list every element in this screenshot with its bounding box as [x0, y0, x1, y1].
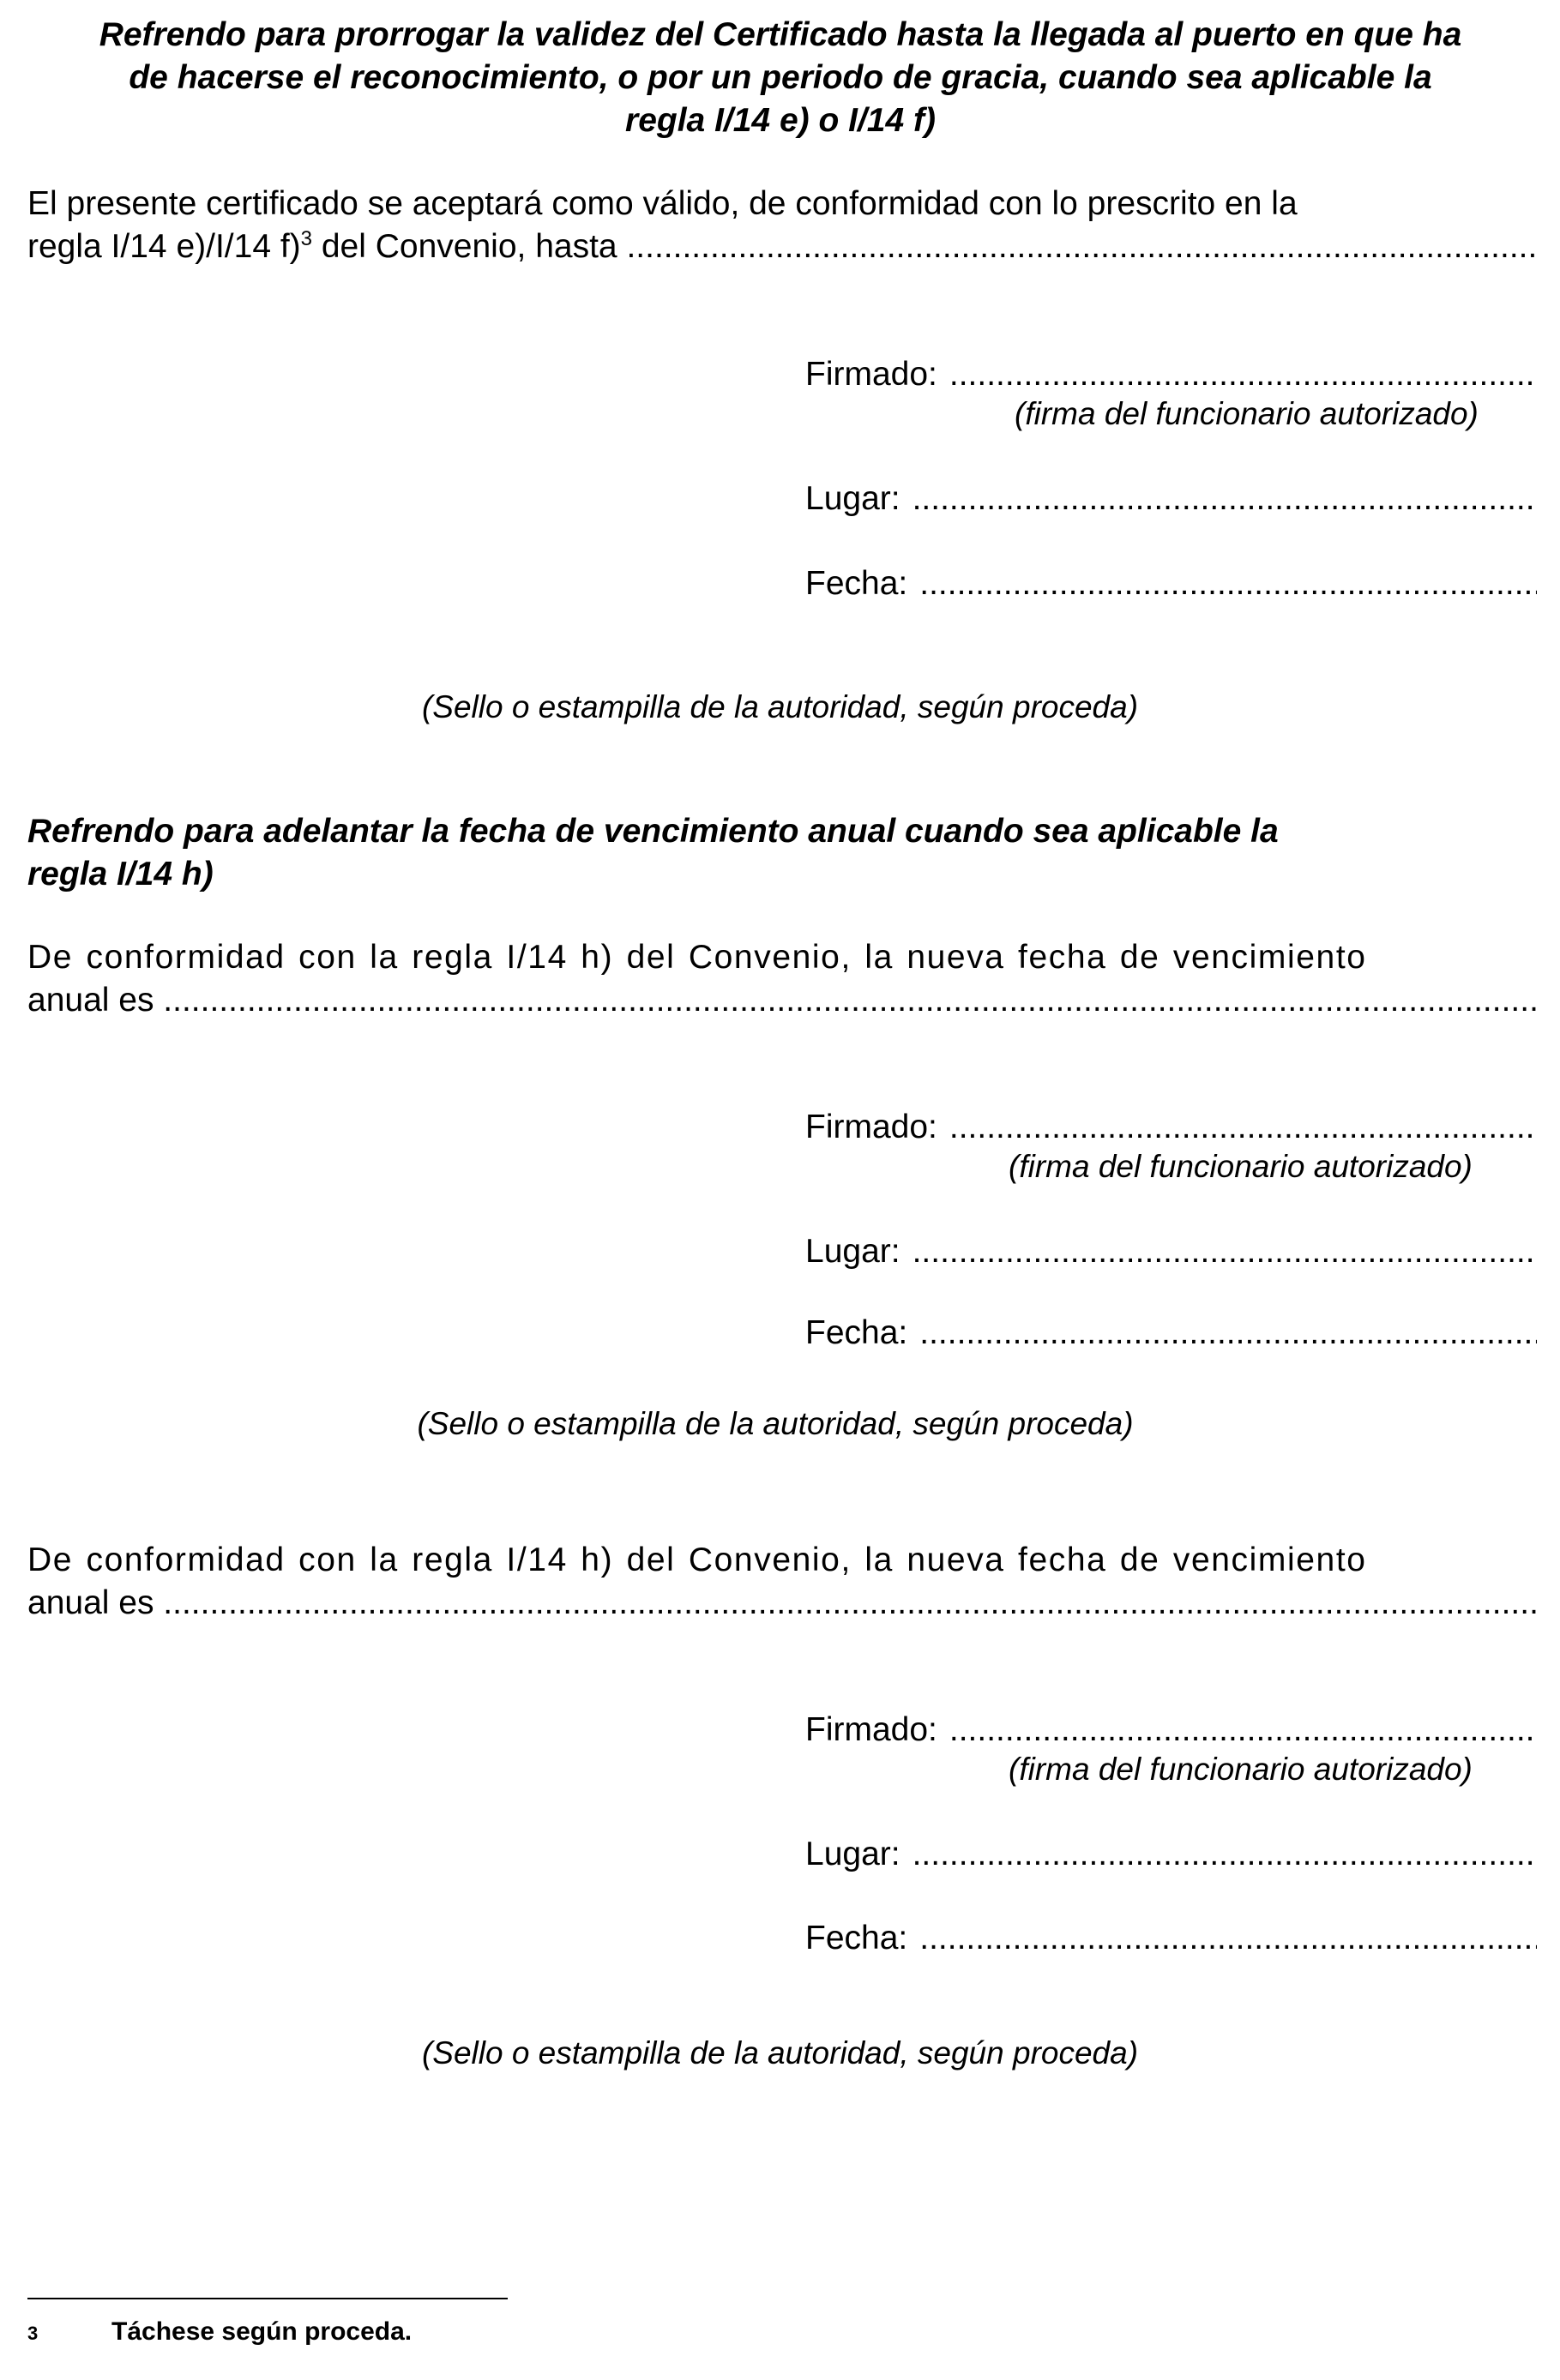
footnote — [27, 2315, 412, 2351]
signed-note: (firma del funcionario autorizado) — [1009, 1752, 1473, 1787]
date-field[interactable] — [805, 1919, 1537, 1958]
stamp-note: (Sello o estampilla de la autoridad, según proceda) — [421, 689, 1139, 724]
fill-dots — [949, 355, 1537, 394]
fill-dots — [919, 1919, 1537, 1958]
fill-dots — [949, 1710, 1537, 1750]
new-expiry-date-field[interactable] — [27, 979, 1537, 1022]
section1-place-block — [805, 479, 1537, 519]
section2-heading — [27, 810, 1537, 896]
fill-dots — [919, 1313, 1537, 1353]
signed-note: (firma del funcionario autorizado) — [1015, 396, 1479, 431]
fill-dots — [626, 225, 1537, 268]
new-expiry-date-field[interactable] — [27, 1582, 1537, 1625]
section1-heading-line: Refrendo para prorrogar la validez del Certificado hasta la llegada al puerto en que ha — [99, 16, 1462, 53]
section1-heading-line: regla I/14 e) o I/14 f) — [625, 102, 936, 139]
signed-label: Firmado: — [805, 356, 937, 393]
section2-body-line: anual es — [27, 982, 154, 1019]
section3-body-line: De conformidad con la regla I/14 h) del Convenio, la nueva fecha de vencimiento — [27, 1542, 1367, 1578]
signed-note: (firma del funcionario autorizado) — [1009, 1149, 1473, 1184]
signed-label: Firmado: — [805, 1109, 937, 1145]
section1-signature-block — [805, 355, 1537, 394]
section3-place-block — [805, 1835, 1537, 1874]
date-field[interactable] — [805, 564, 1537, 604]
fill-dots — [949, 1108, 1537, 1147]
signed-label: Firmado: — [805, 1711, 937, 1748]
section3-body-line: anual es — [27, 1584, 154, 1621]
section1-rule-ref: regla I/14 e)/I/14 f)$^3$ del Convenio, hasta — [27, 227, 617, 265]
signed-field[interactable] — [805, 355, 1537, 394]
section2-body-line: De conformidad con la regla I/14 h) del Convenio, la nueva fecha de vencimiento — [27, 939, 1367, 976]
section3-body — [27, 1539, 1537, 1625]
place-field[interactable] — [805, 1232, 1537, 1271]
section2-place-block — [805, 1232, 1537, 1271]
fill-dots — [163, 979, 1537, 1022]
fill-dots — [913, 479, 1537, 519]
place-label: Lugar: — [805, 480, 900, 517]
date-label: Fecha: — [805, 1920, 908, 1956]
section1-body — [27, 183, 1537, 268]
section2-body — [27, 936, 1537, 1022]
section3-signature-block — [805, 1710, 1537, 1750]
validity-date-field[interactable] — [27, 225, 1537, 268]
section2-date-block — [805, 1313, 1537, 1353]
footnote-rule — [27, 2298, 508, 2299]
fill-dots — [163, 1582, 1537, 1625]
footnote-number: 3 — [27, 2323, 39, 2344]
stamp-note: (Sello o estampilla de la autoridad, según proceda) — [417, 1406, 1134, 1441]
section1-body-line: El presente certificado se aceptará como válido, de conformidad con lo prescrito en la — [27, 185, 1298, 222]
fill-dots — [919, 564, 1537, 604]
signed-field[interactable] — [805, 1108, 1537, 1147]
section2-heading-line: Refrendo para adelantar la fecha de vencimiento anual cuando sea aplicable la — [27, 813, 1279, 850]
section2-signature-block — [805, 1108, 1537, 1147]
signed-field[interactable] — [805, 1710, 1537, 1750]
stamp-note: (Sello o estampilla de la autoridad, según proceda) — [421, 2035, 1139, 2070]
place-field[interactable] — [805, 479, 1537, 519]
place-label: Lugar: — [805, 1233, 900, 1270]
section1-heading — [26, 14, 1535, 142]
place-label: Lugar: — [805, 1836, 900, 1872]
date-field[interactable] — [805, 1313, 1537, 1353]
footnote-ref: 3 — [300, 227, 313, 250]
fill-dots — [913, 1232, 1537, 1271]
footnote-text: Táchese según proceda. — [111, 2317, 413, 2346]
fill-dots — [913, 1835, 1537, 1874]
section1-heading-line: de hacerse el reconocimiento, o por un periodo de gracia, cuando sea aplicable la — [129, 59, 1432, 96]
section2-heading-line: regla I/14 h) — [27, 856, 214, 892]
date-label: Fecha: — [805, 1314, 908, 1351]
section3-date-block — [805, 1919, 1537, 1958]
place-field[interactable] — [805, 1835, 1537, 1874]
date-label: Fecha: — [805, 565, 908, 602]
section1-date-block — [805, 564, 1537, 604]
